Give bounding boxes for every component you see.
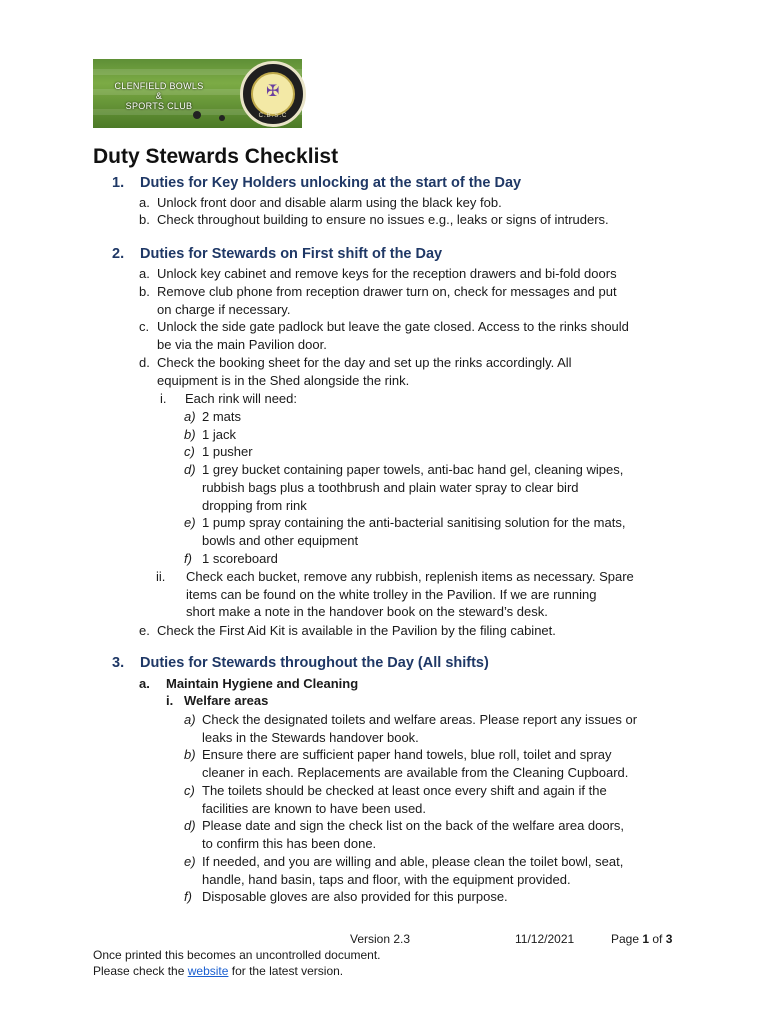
list-item: Unlock the side gate padlock but leave the gate closed. Access to the rinks should	[157, 319, 629, 334]
date-label: 11/12/2021	[515, 932, 575, 946]
list-item: be via the main Pavilion door.	[157, 337, 327, 352]
list-item: 1 pump spray containing the anti-bacterial sanitising solution for the mats,	[202, 515, 626, 530]
list-item: Check the designated toilets and welfare areas. Please report any issues or	[202, 712, 638, 727]
section-2-heading: 2. Duties for Stewards on First shift of the Day	[112, 246, 443, 262]
list-item: Ensure there are sufficient paper hand towels, blue roll, toilet and spray	[202, 747, 612, 762]
list-item: 1 jack	[202, 427, 236, 442]
list-item: Check throughout building to ensure no issues e.g., leaks or signs of intruders.	[157, 212, 609, 227]
subsubheading: Welfare areas	[184, 693, 269, 708]
list-item: 1 pusher	[202, 444, 253, 459]
list-item: Unlock key cabinet and remove keys for the reception drawers and bi-fold doors	[157, 266, 617, 281]
list-item: to confirm this has been done.	[202, 836, 377, 851]
list-item: 2 mats	[202, 409, 242, 424]
list-item: equipment is in the Shed alongside the rink.	[157, 373, 410, 388]
list-item: If needed, and you are willing and able, please clean the toilet bowl, seat,	[202, 854, 624, 869]
list-item: short make a note in the handover book on the steward’s desk.	[186, 604, 548, 619]
club-badge-logo: ✠ C.B.S.C	[240, 61, 306, 127]
page-number: Page 1 of 3	[611, 932, 673, 946]
uncontrolled-note: Once printed this becomes an uncontrolled document.	[93, 948, 381, 962]
list-item: Check each bucket, remove any rubbish, replenish items as necessary. Spare	[186, 569, 634, 584]
list-item: items can be found on the white trolley in the Pavilion. If we are running	[186, 587, 597, 602]
club-name: CLENFIELD BOWLS & SPORTS CLUB	[114, 81, 204, 111]
section-3-heading: 3. Duties for Stewards throughout the Day (All shifts)	[112, 655, 489, 671]
website-link[interactable]: website	[187, 964, 229, 978]
subheading: Maintain Hygiene and Cleaning	[166, 676, 359, 691]
list-item: Remove club phone from reception drawer turn on, check for messages and put	[157, 284, 617, 299]
list-item: Disposable gloves are also provided for this purpose.	[202, 889, 508, 904]
list-item: cleaner in each. Replacements are available from the Cleaning Cupboard.	[202, 765, 629, 780]
section-1-heading: 1. Duties for Key Holders unlocking at the start of the Day	[112, 175, 522, 191]
list-item: 1 scoreboard	[202, 551, 278, 566]
version-label: Version 2.3	[350, 932, 411, 946]
list-item: handle, hand basin, taps and floor, with the equipment provided.	[202, 872, 571, 887]
list-item: 1 grey bucket containing paper towels, anti-bac hand gel, cleaning wipes,	[202, 462, 624, 477]
page-title: Duty Stewards Checklist	[93, 145, 339, 168]
list-item: Check the booking sheet for the day and set up the rinks accordingly. All	[157, 355, 572, 370]
list-item: bowls and other equipment	[202, 533, 359, 548]
list-item: Check the First Aid Kit is available in the Pavilion by the filing cabinet.	[157, 623, 556, 638]
list-item: rubbish bags plus a toothbrush and plain water spray to clear bird	[202, 480, 579, 495]
list-item: dropping from rink	[202, 498, 307, 513]
list-item: The toilets should be checked at least once every shift and again if the	[202, 783, 607, 798]
list-item: facilities are known to have been used.	[202, 801, 427, 816]
list-item: Unlock front door and disable alarm using the black key fob.	[157, 195, 502, 210]
bowl-icon	[219, 115, 225, 121]
list-item: leaks in the Stewards handover book.	[202, 730, 419, 745]
bowl-icon	[193, 111, 201, 119]
list-item: Please date and sign the check list on the back of the welfare area doors,	[202, 818, 625, 833]
list-item: Each rink will need:	[185, 391, 297, 406]
list-item: on charge if necessary.	[157, 302, 291, 317]
website-note: Please check the website for the latest version.	[93, 964, 344, 978]
windmill-icon: ✠	[266, 83, 280, 100]
banner-edge	[302, 59, 350, 128]
